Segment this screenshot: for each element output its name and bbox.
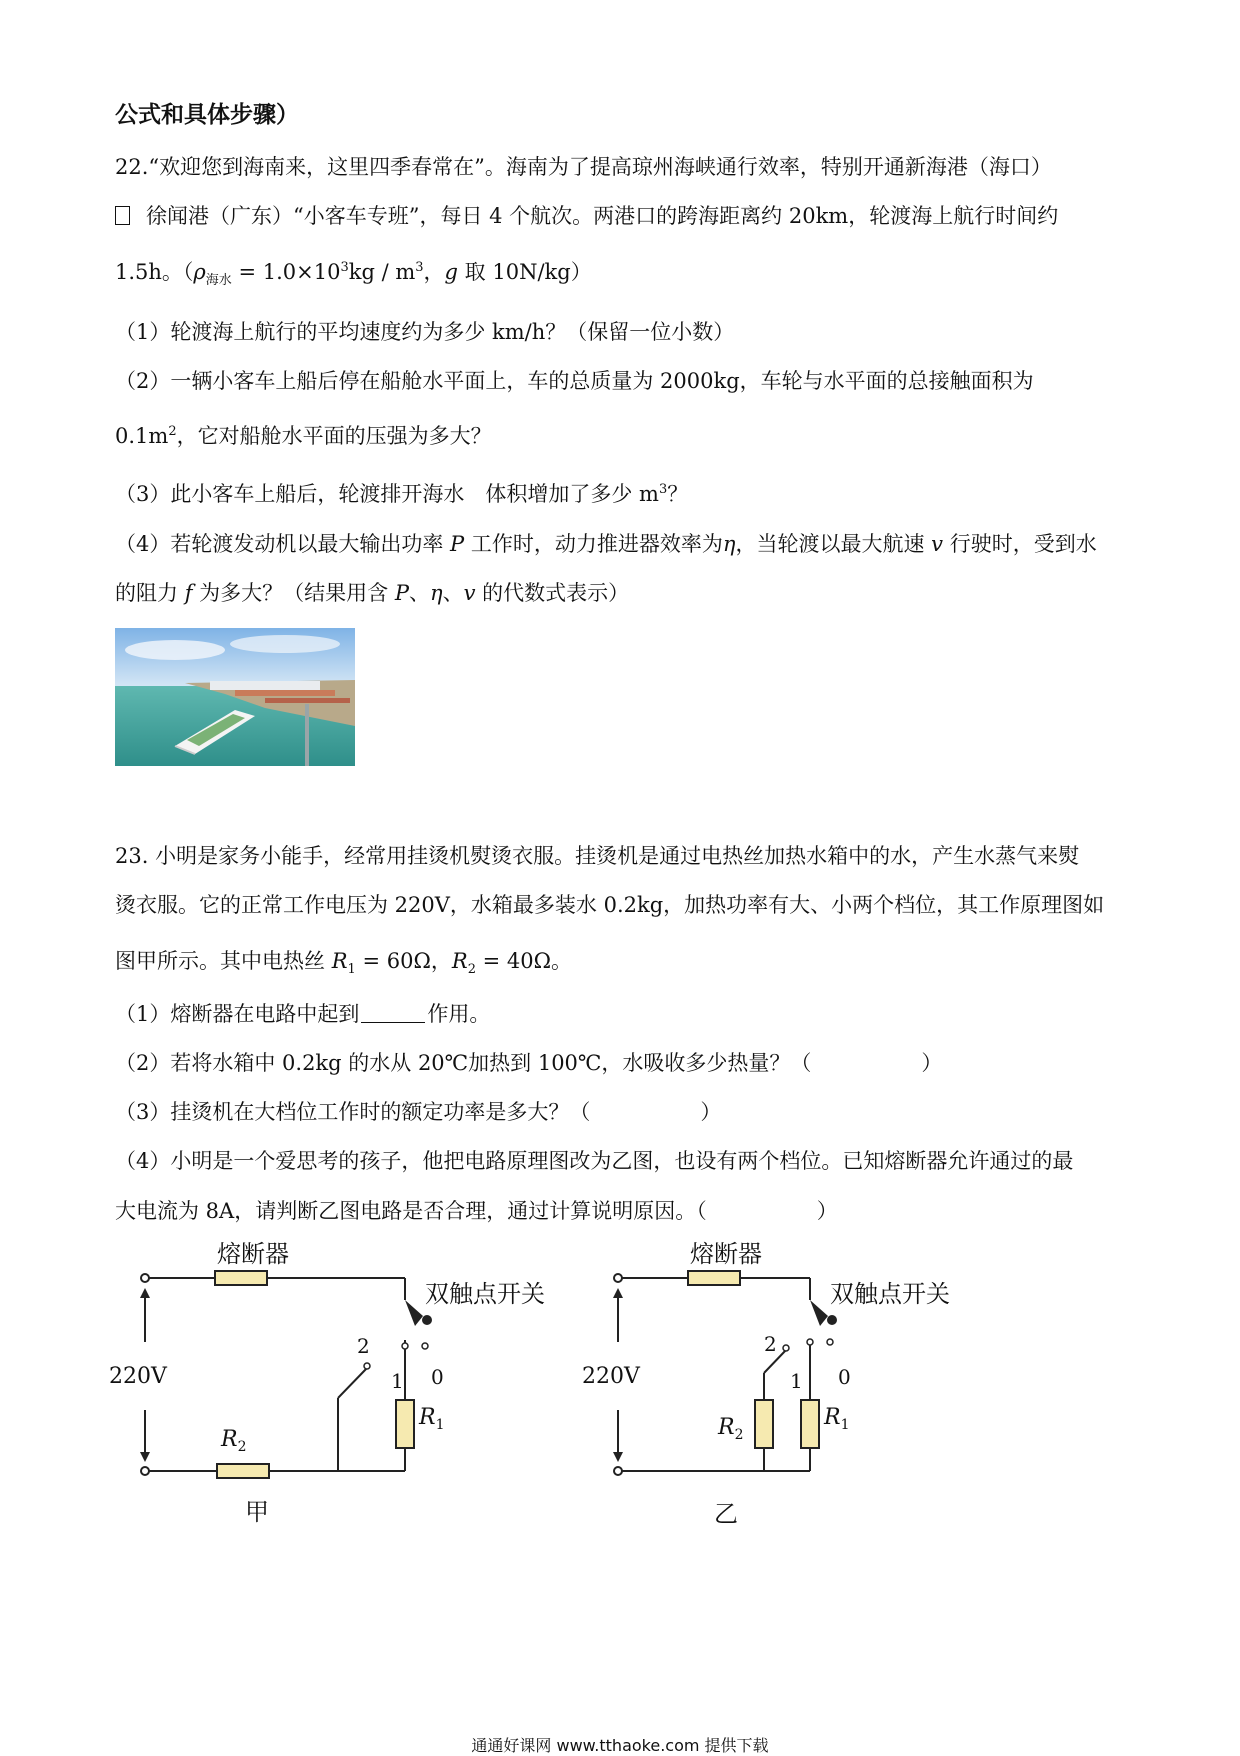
page-footer: 通通好课网 www.tthaoke.com 提供下载 [471, 1736, 769, 1755]
q22-line-1: 22.“欢迎您到海南来，这里四季春常在”。海南为了提高琼州海峡通行效率，特别开通新海港（海口） [115, 155, 1052, 179]
section-heading: 公式和具体步骤） [115, 102, 299, 128]
switch-label: 双触点开关 [830, 1280, 950, 1308]
switch-blade-icon [405, 1300, 423, 1326]
resistor-r2 [755, 1400, 773, 1448]
circuit-diagram-yi [578, 1238, 998, 1532]
contact-0-label: 0 [431, 1365, 444, 1389]
answer-blank[interactable] [361, 1004, 425, 1023]
voltage-label: 220V [109, 1364, 167, 1389]
q23-part-1: （1）熔断器在电路中起到 作用。 [115, 1002, 491, 1026]
q22-part-1: （1）轮渡海上航行的平均速度约为多少 km/h？（保留一位小数） [115, 320, 735, 344]
caption-yi: 乙 [714, 1500, 738, 1528]
contact-0-label: 0 [838, 1365, 851, 1389]
r1-label: $R_1$ [824, 1405, 850, 1433]
resistor-r1 [801, 1400, 819, 1448]
contact-1-label: 1 [391, 1369, 404, 1393]
contact-1-label: 1 [790, 1369, 803, 1393]
q22-part-3: （3）此小客车上船后，轮渡排开海水 体积增加了多少 $m^3$？ [115, 482, 689, 506]
fuse-resistor [688, 1271, 740, 1285]
q22-part-4b: 的阻力 f 为多大？（结果用含 P、η、v 的代数式表示） [115, 581, 630, 605]
ferry-port-photo [115, 628, 355, 766]
switch-label: 双触点开关 [425, 1280, 545, 1308]
missing-glyph-box [115, 206, 130, 225]
contact-2-label: 2 [357, 1334, 370, 1358]
q23-part-4b: 大电流为 8A，请判断乙图电路是否合理，通过计算说明原因。（ ） [115, 1199, 838, 1223]
q23-line-3: 图甲所示。其中电热丝 $R_1 = 60\Omega$，$R_2 = 40\Omega$。 [115, 949, 573, 978]
q23-line-2: 烫衣服。它的正常工作电压为 220V，水箱最多装水 0.2kg，加热功率有大、小两个档位，其工作原理图如 [115, 893, 1105, 917]
voltage-label: 220V [582, 1364, 640, 1389]
q22-part-2: （2）一辆小客车上船后停在船舱水平面上，车的总质量为 2000kg，车轮与水平面的总接触面积为 [115, 369, 1034, 393]
q23-line-1: 23. 小明是家务小能手，经常用挂烫机熨烫衣服。挂烫机是通过电热丝加热水箱中的水，产生水蒸气来熨 [115, 844, 1080, 868]
switch-blade-icon [810, 1300, 828, 1326]
resistor-r2 [217, 1464, 269, 1478]
r1-label: $R_1$ [419, 1405, 445, 1433]
circuit-diagram-jia [105, 1238, 545, 1532]
fuse-label: 熔断器 [690, 1240, 762, 1268]
fuse-label: 熔断器 [217, 1240, 289, 1268]
q22-line-2: 徐闻港（广东）“小客车专班”，每日 4 个航次。两港口的跨海距离约 20km，轮渡海上航行时间约 [115, 206, 1058, 227]
r2-label: $R_2$ [221, 1427, 247, 1455]
q22-part-2b: $0.1m^2$，它对船舱水平面的压强为多大？ [115, 424, 492, 448]
r2-label: $R_2$ [718, 1415, 744, 1443]
q22-part-4: （4）若轮渡发动机以最大输出功率 P 工作时，动力推进器效率为η，当轮渡以最大航速 v 行驶时，受到水 [115, 532, 1097, 556]
q23-part-3: （3）挂烫机在大档位工作时的额定功率是多大？（ ） [115, 1100, 722, 1124]
q23-part-2: （2）若将水箱中 0.2kg 的水从 20℃加热到 100℃，水吸收多少热量？（ ） [115, 1051, 943, 1075]
q22-line-3: 1.5h。（$\rho_{海水} = 1.0\times 10^3kg / m^3$，g 取 10N/kg） [115, 260, 592, 289]
fuse-resistor [215, 1271, 267, 1285]
contact-2-label: 2 [764, 1332, 777, 1356]
caption-jia: 甲 [245, 1498, 269, 1526]
q23-part-4: （4）小明是一个爱思考的孩子，他把电路原理图改为乙图，也设有两个档位。已知熔断器允许通过的最 [115, 1149, 1074, 1173]
resistor-r1 [396, 1400, 414, 1448]
